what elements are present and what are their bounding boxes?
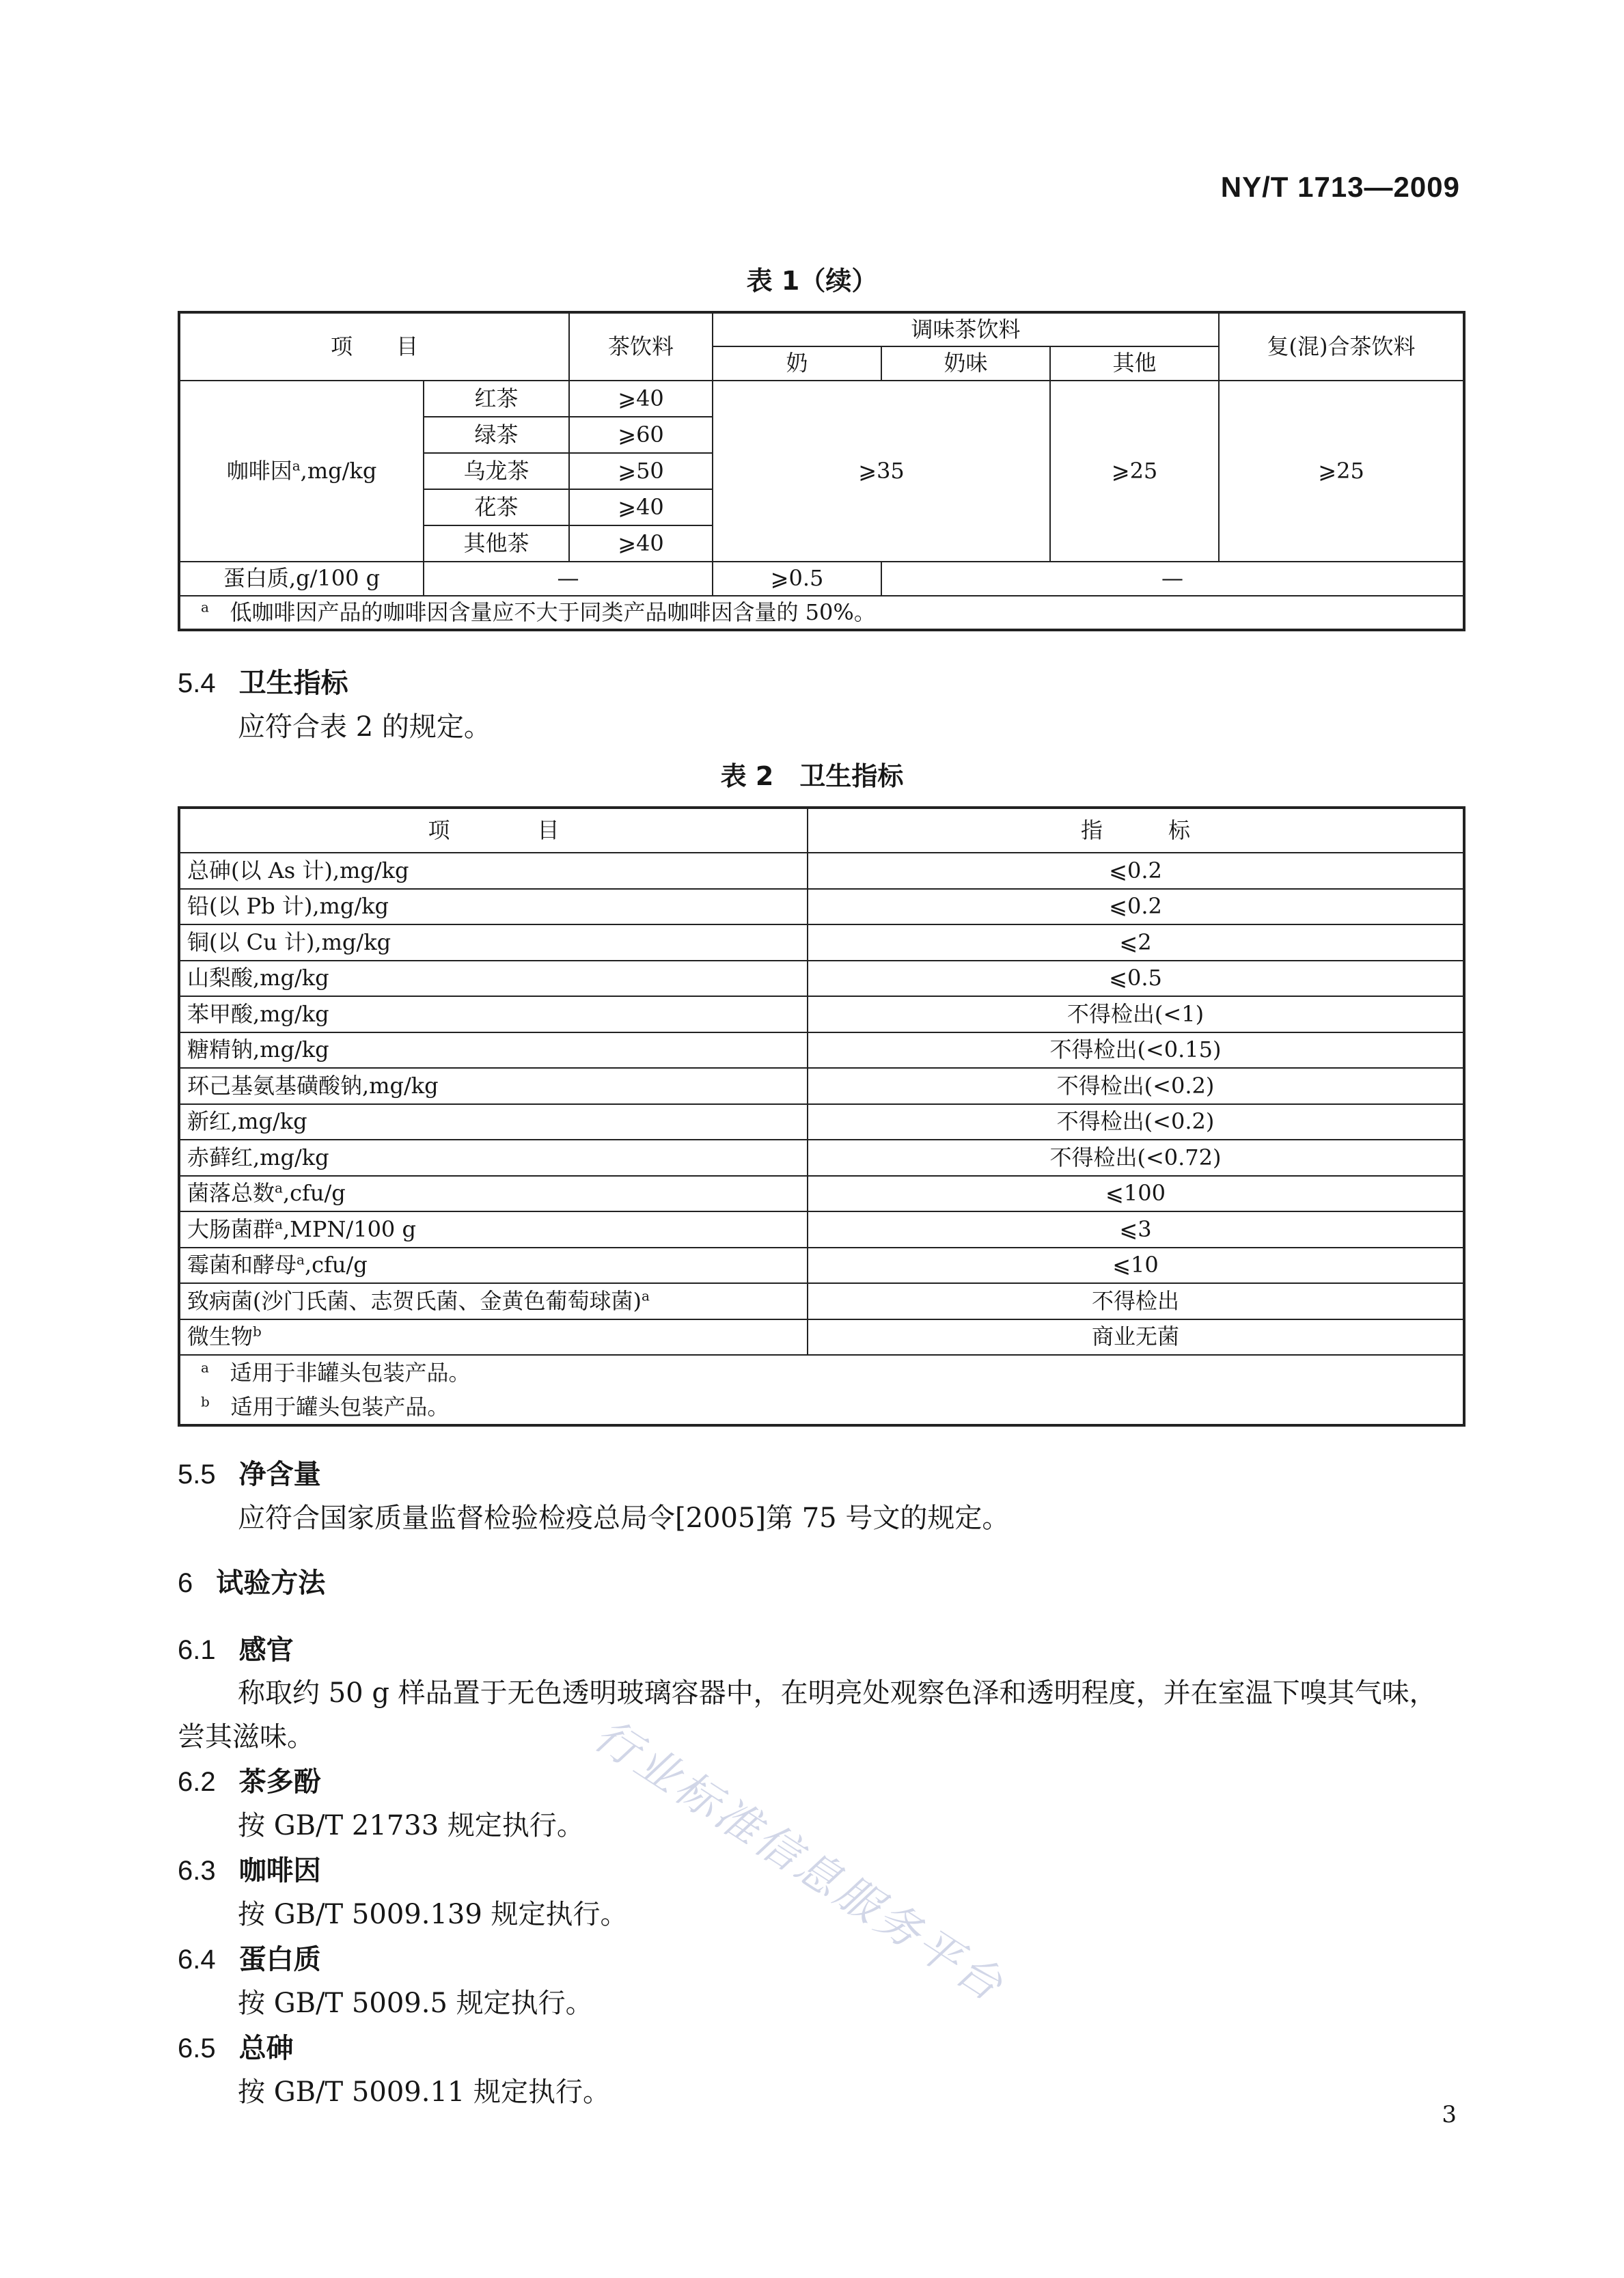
table2-caption: 表 2 卫生指标 (720, 761, 904, 791)
section-6-2-heading: 6.2 茶多酚 (178, 1766, 321, 1798)
t1-compound-value: ⩾25 (1219, 381, 1464, 562)
t1-tea-value: ⩾40 (569, 381, 713, 417)
t1-tea-type: 红茶 (424, 381, 569, 417)
t2-row-item: 菌落总数$^a$,cfu/g (179, 1176, 808, 1212)
section-6-3-text: 按 GB/T 5009.139 规定执行。 (238, 1899, 628, 1930)
t1-tea-value: ⩾40 (569, 525, 713, 562)
t1-tea-type: 绿茶 (424, 417, 569, 453)
t1-tea-type: 花茶 (424, 489, 569, 525)
t1-protein-label: 蛋白质,g/100 g (179, 562, 424, 596)
t1-other-value: ⩾25 (1050, 381, 1219, 562)
t2-row-value: 不得检出(<1) (808, 996, 1464, 1032)
t2-row-value: ⩽2 (808, 924, 1464, 961)
t1-tea-type: 乌龙茶 (424, 453, 569, 489)
t2-row-item: 糖精钠,mg/kg (179, 1032, 808, 1069)
t2-row-value: ⩽0.5 (808, 961, 1464, 997)
t1-protein-milk: ⩾0.5 (713, 562, 881, 596)
t1-header-tea: 茶饮料 (569, 312, 713, 381)
section-5-4-heading: 5.4 卫生指标 (178, 668, 348, 699)
t1-caffeine-label: 咖啡因$^a$,mg/kg (179, 381, 424, 562)
t2-header-index: 指 标 (808, 808, 1464, 853)
section-6-3-heading: 6.3 咖啡因 (178, 1855, 321, 1886)
t1-header-compound: 复(混)合茶饮料 (1219, 312, 1464, 381)
t1-header-item: 项 目 (179, 312, 569, 381)
t2-row-value: 不得检出 (808, 1283, 1464, 1319)
t2-footnotes (179, 1355, 1464, 1425)
t2-row-value: 不得检出(<0.2) (808, 1104, 1464, 1140)
t2-row-item: 铅(以 Pb 计),mg/kg (179, 889, 808, 925)
section-6-2-text: 按 GB/T 21733 规定执行。 (238, 1810, 584, 1841)
t2-row-value: ⩽100 (808, 1176, 1464, 1212)
t1-milk-value: ⩾35 (713, 381, 1050, 562)
t1-header-milk: 奶 (713, 346, 881, 381)
t1-tea-type: 其他茶 (424, 525, 569, 562)
t2-footnote-a: $^a$ 适用于非罐头包装产品。 (201, 1359, 471, 1386)
table2 (178, 806, 1465, 1427)
t1-header-flavored: 调味茶饮料 (713, 312, 1219, 346)
t2-row-item: 苯甲酸,mg/kg (179, 996, 808, 1032)
section-6-5-text: 按 GB/T 5009.11 规定执行。 (238, 2076, 611, 2108)
t1-tea-value: ⩾50 (569, 453, 713, 489)
t2-header-item: 项 目 (179, 808, 808, 853)
t1-tea-value: ⩾40 (569, 489, 713, 525)
t2-row-item: 总砷(以 As 计),mg/kg (179, 853, 808, 889)
t1-tea-value: ⩾60 (569, 417, 713, 453)
t1-footnote: $^a$ 低咖啡因产品的咖啡因含量应不大于同类产品咖啡因含量的 50%。 (179, 596, 1464, 630)
t2-row-value: ⩽0.2 (808, 853, 1464, 889)
t2-row-item: 山梨酸,mg/kg (179, 961, 808, 997)
section-6-5-heading: 6.5 总砷 (178, 2033, 294, 2064)
watermark: 行业标准信息服务平台 (585, 1710, 1014, 2013)
section-6-1-text-line1: 称取约 50 g 样品置于无色透明玻璃容器中，在明亮处观察色泽和透明程度，并在室温下嗅其气味， (238, 1677, 1437, 1709)
section-5-4-text: 应符合表 2 的规定。 (238, 711, 491, 743)
section-6-1-heading: 6.1 感官 (178, 1634, 294, 1666)
t2-row-item: 霉菌和酵母$^a$,cfu/g (179, 1248, 808, 1284)
t2-footnote-b: $^b$ 适用于罐头包装产品。 (201, 1393, 450, 1420)
section-6-1-text-line2: 尝其滋味。 (178, 1721, 314, 1753)
t2-row-value: 商业无菌 (808, 1319, 1464, 1356)
t2-row-value: 不得检出(<0.72) (808, 1140, 1464, 1176)
t2-row-value: ⩽0.2 (808, 889, 1464, 925)
t2-row-item: 大肠菌群$^a$,MPN/100 g (179, 1211, 808, 1248)
section-5-5-text: 应符合国家质量监督检验检疫总局令[2005]第 75 号文的规定。 (238, 1502, 1010, 1534)
t2-row-item: 新红,mg/kg (179, 1104, 808, 1140)
t2-row-item: 铜(以 Cu 计),mg/kg (179, 924, 808, 961)
section-6-heading: 6 试验方法 (178, 1567, 326, 1599)
t1-protein-rest: — (881, 562, 1464, 596)
table1-caption: 表 1（续） (746, 266, 878, 296)
t2-row-value: 不得检出(<0.15) (808, 1032, 1464, 1069)
t2-row-value: 不得检出(<0.2) (808, 1068, 1464, 1104)
standard-number: NY/T 1713—2009 (1220, 171, 1460, 203)
section-5-5-heading: 5.5 净含量 (178, 1459, 321, 1490)
t2-row-item: 致病菌(沙门氏菌、志贺氏菌、金黄色葡萄球菌)$^a$ (179, 1283, 808, 1319)
t2-row-item: 微生物$^b$ (179, 1319, 808, 1356)
section-6-4-heading: 6.4 蛋白质 (178, 1944, 321, 1975)
t2-row-item: 环己基氨基磺酸钠,mg/kg (179, 1068, 808, 1104)
table1 (178, 311, 1465, 631)
t1-protein-tea: — (424, 562, 713, 596)
t2-row-item: 赤藓红,mg/kg (179, 1140, 808, 1176)
t2-row-value: ⩽3 (808, 1211, 1464, 1248)
section-6-4-text: 按 GB/T 5009.5 规定执行。 (238, 1988, 593, 2019)
page-number: 3 (1442, 2101, 1457, 2128)
t2-row-value: ⩽10 (808, 1248, 1464, 1284)
t1-header-other: 其他 (1050, 346, 1219, 381)
t1-header-milk-flavor: 奶味 (881, 346, 1050, 381)
